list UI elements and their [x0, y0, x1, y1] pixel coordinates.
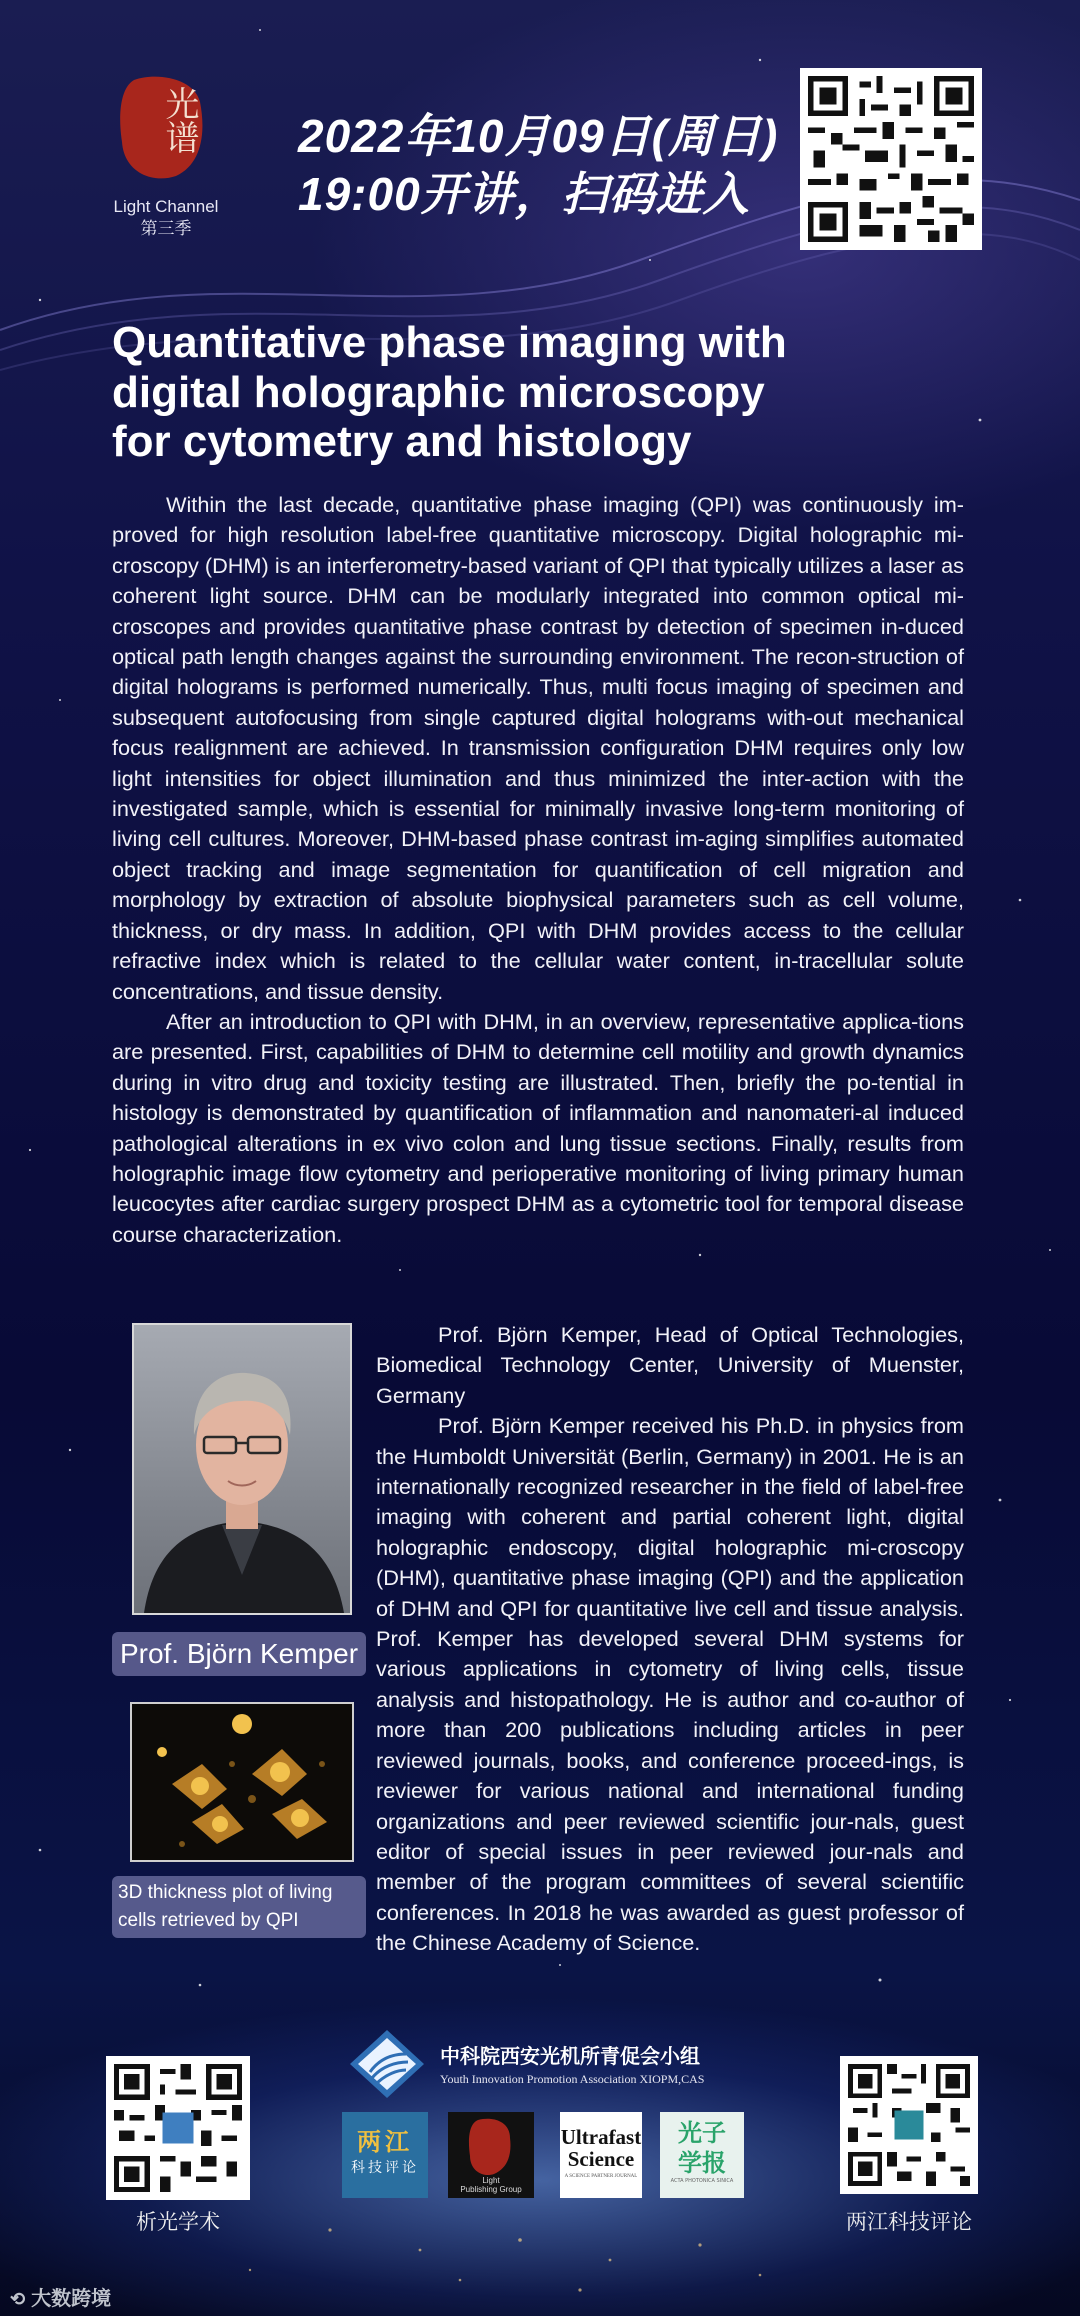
partner-logo-ultrafast — [560, 2112, 642, 2198]
organizer-name-cn: 中科院西安光机所青促会小组 — [440, 2046, 700, 2068]
partner4-title-line1: 光子 — [678, 2119, 726, 2147]
logo-line2: 第三季 — [140, 219, 192, 239]
abstract-paragraph-1: Within the last decade, quantitative phase imaging (QPI) was continuously im-proved for high resolution label-free quantitative microscopy. Digital holographic mi-croscopy (DHM) is an interferometry-based variant of QPI that typically utilizes a laser as coherent light source. DHM can be modularly integrated into common optical mi-croscopes and provides quantitative phase contrast by detection of specimen in-duced optical path length changes against the surrounding environment. The recon-struction of digital holograms is performed numerically. Thus, multi focus imaging of specimen and subsequent autofocusing from single captured digital holograms with-out mechanical focus realignment are achieved. In transmission configuration DHM requires only low light intensities for object illumination and thus minimized the inter-action with the investigated sample, which is essential for minimally invasive long-term monitoring of living cell cultures. Moreover, DHM-based phase contrast im-aging simplifies automated object tracking and image segmentation for quantification of cell migration and morphology by extraction of absolute biophysical parameters such as cell volume, thickness, or dry mass. In addition, QPI with DHM provides access to the cellular refractive index which is related to the cellular water content, in-tracellular solute concentrations, and tissue density. — [112, 492, 964, 1004]
liangjiang-qr-label: 两江科技评论 — [846, 2211, 972, 2234]
watermark-text: 大数跨境 — [31, 2288, 112, 2310]
speaker-photo — [132, 1323, 352, 1615]
partner2-line1: Light — [482, 2176, 500, 2185]
xiguang-qr-code[interactable] — [106, 2056, 250, 2200]
watermark — [10, 2282, 111, 2311]
partner3-title-line1: Ultrafast — [560, 2125, 642, 2149]
partner4-subtitle: ACTA PHOTONICA SINICA — [670, 2178, 734, 2184]
qr-code-icon — [114, 2064, 242, 2192]
speaker-bio — [376, 1320, 964, 1959]
diamond-wing-icon — [348, 2028, 426, 2100]
talk-title — [112, 318, 972, 467]
event-time: 19:00开讲，扫码进入 — [298, 168, 750, 220]
logo-subtitle — [96, 196, 236, 240]
partner1-title: 两江 — [357, 2127, 413, 2156]
talk-abstract — [112, 490, 964, 1250]
organizer-logo — [348, 2028, 426, 2100]
partner-logo-liangjiang — [342, 2112, 428, 2198]
logo-line1: Light Channel — [113, 197, 219, 216]
cells-thickness-image — [130, 1702, 354, 1862]
partner1-subtitle: 科技评论 — [351, 2160, 419, 2176]
liangjiang-qr-code[interactable] — [840, 2056, 978, 2194]
event-date: 2022年10月09日(周日) — [298, 110, 779, 162]
title-line3: for cytometry and histology — [112, 417, 692, 467]
bio-paragraph-2: Prof. Björn Kemper received his Ph.D. in physics from the Humboldt Universität (Berlin, Germany) in 2001. He is an internationally recognized researcher in the field of label-free imaging with coherent and partial coherent light, digital holographic endoscopy, digital holographic mi-croscopy (DHM), quantitative phase imaging (QPI) and the application of DHM and QPI for quantitative live cell and tissue analysis. Prof. Kemper has developed several DHM systems for various applications in cytometry of living cells, tissue analysis and histopathology. He is author and co-author of more than 200 publications including articles in peer reviewed journals, books, and conference proceed-ings, is reviewer for various national and international funding organizations and peer reviewed scientific jour-nals, guest editor of special issues in peer reviewed jour-nals and member of the program committees of several scientific conferences. In 2018 he was awarded as guest professor of the Chinese Academy of Science. — [376, 1413, 964, 1956]
organizer-name-en: Youth Innovation Promotion Association XIOPM,CAS — [440, 2072, 705, 2086]
partner4-title-line2: 学报 — [678, 2149, 726, 2177]
xiguang-qr-label: 析光学术 — [136, 2211, 220, 2234]
speaker-name-label: Prof. Björn Kemper — [112, 1632, 366, 1676]
partner3-title-line2: Science — [567, 2147, 635, 2171]
logo-seal-text: 光谱 — [159, 86, 199, 154]
title-line1: Quantitative phase imaging with — [112, 318, 787, 367]
partner3-subtitle: A SCIENCE PARTNER JOURNAL — [564, 2174, 638, 2179]
portrait-icon — [134, 1325, 350, 1613]
light-channel-logo — [116, 72, 206, 182]
bio-paragraph-1: Prof. Björn Kemper, Head of Optical Technologies, Biomedical Technology Center, University of Muenster, Germany — [376, 1322, 964, 1408]
partner-logo-guangzi — [660, 2112, 744, 2198]
qr-code-icon — [848, 2064, 970, 2186]
event-qr-code[interactable] — [800, 68, 982, 250]
partner2-subtitle — [448, 2176, 534, 2194]
partner2-line2: Publishing Group — [460, 2185, 522, 2194]
cells-caption: 3D thickness plot of living cells retrieved by QPI — [112, 1876, 366, 1938]
watermark-icon: ⟲ — [10, 2289, 26, 2309]
cell-plot-icon — [132, 1704, 352, 1860]
partner-logo-light — [448, 2112, 534, 2198]
title-line2: digital holographic microscopy — [112, 367, 765, 417]
abstract-paragraph-2: After an introduction to QPI with DHM, in an overview, representative applica-tions are presented. First, capabilities of DHM to determine cell motility and growth dynamics during in vitro drug and toxicity testing are illustrated. Then, briefly the po-tential in histology is demonstrated by quantification of inflammation and nanomateri-al induced pathological alterations in ex vivo colon and lung tissue sections. Finally, results from holographic image flow cytometry and perioperative monitoring of living primary human leucocytes after cardiac surgery prospect DHM as a cytometric tool for temporal disease course characterization. — [112, 1008, 964, 1247]
qr-code-icon — [808, 76, 974, 242]
